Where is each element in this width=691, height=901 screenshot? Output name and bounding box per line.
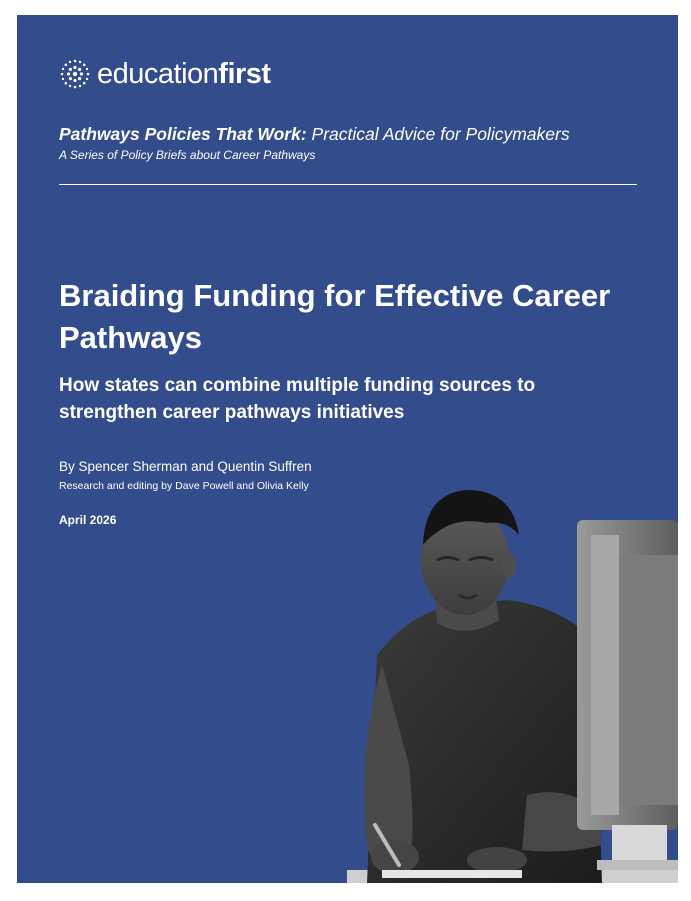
series-title [59,123,637,145]
series-title-rest: Practical Advice for Policymakers [306,124,570,144]
education-first-logo [59,57,271,91]
logo-word-first: first [218,57,271,90]
report-date: April 2026 [59,513,117,527]
divider-rule [59,184,637,185]
series-header [59,123,637,163]
student-at-computer-photo [347,465,678,883]
series-title-bold: Pathways Policies That Work: [59,124,307,144]
series-subtitle: A Series of Policy Briefs about Career Pathways [59,148,316,162]
logo-word-education: education [97,57,219,90]
report-credits: Research and editing by Dave Powell and Olivia Kelly [59,480,309,492]
report-authors: By Spencer Sherman and Quentin Suffren [59,459,312,474]
logo-wordmark [97,57,271,90]
report-subtitle: How states can combine multiple funding sources to strengthen career pathways initiatives [59,375,536,423]
cover-page [17,15,678,883]
dotted-circle-logo-icon [59,58,91,90]
report-title: Braiding Funding for Effective Career Pathways [59,278,611,355]
